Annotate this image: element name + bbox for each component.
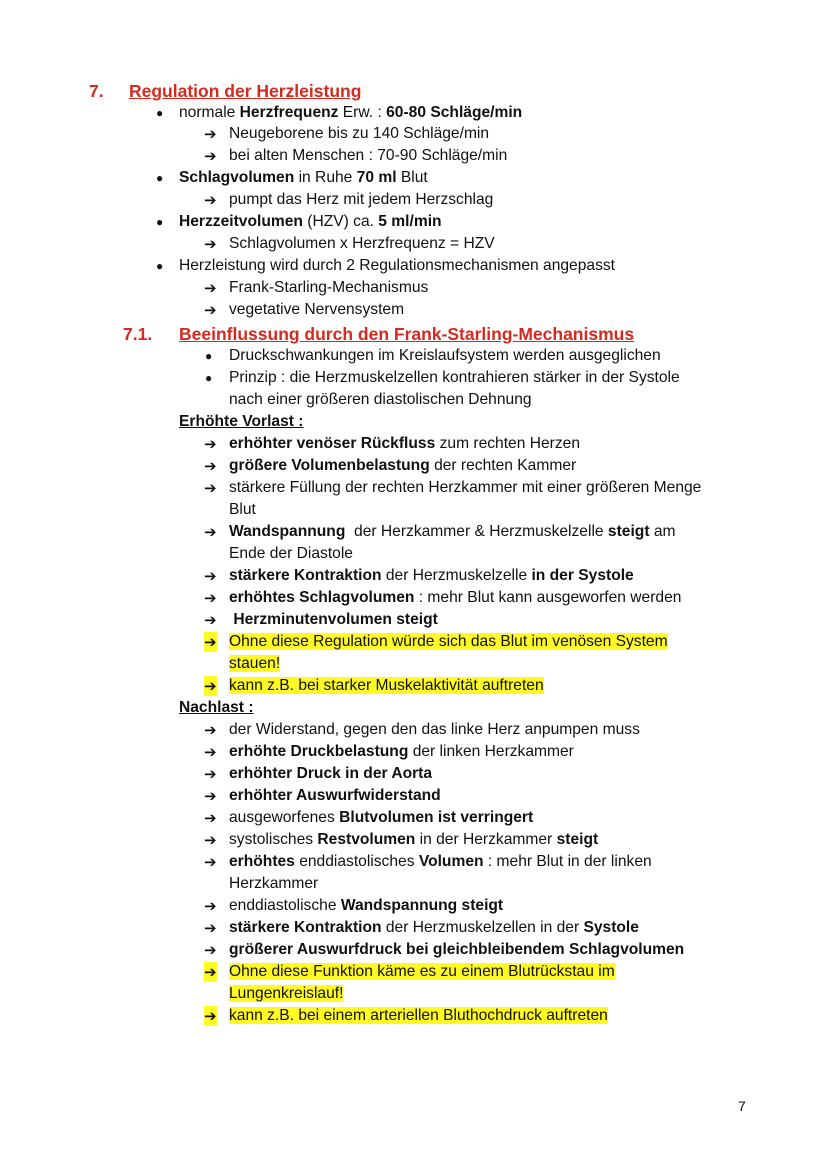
section-title: Regulation der Herzleistung — [129, 81, 362, 101]
arrow-icon: ➔ — [204, 147, 217, 165]
arrow-icon: ➔ — [204, 831, 217, 849]
arrow-icon: ➔ — [204, 919, 217, 937]
section-number: 7. — [89, 81, 104, 101]
arrow-icon: ➔ — [204, 787, 217, 805]
arrow-icon: ➔ — [204, 523, 217, 541]
arrow-icon: ➔ — [204, 611, 217, 629]
arrow-icon: ➔ — [204, 853, 217, 871]
list-item: erhöhter Druck in der Aorta — [229, 765, 433, 782]
list-item: bei alten Menschen : 70-90 Schläge/min — [229, 147, 508, 164]
list-item: Herzminutenvolumen steigt — [229, 611, 438, 628]
list-item: normale Herzfrequenz Erw. : 60-80 Schläge/min — [179, 104, 523, 121]
list-item: größere Volumenbelastung der rechten Kammer — [229, 457, 577, 474]
bullet-icon: ● — [205, 371, 213, 385]
list-item: Schlagvolumen x Herzfrequenz = HZV — [229, 235, 495, 252]
list-item: systolisches Restvolumen in der Herzkammer steigt — [229, 831, 599, 848]
arrow-icon: ➔ — [204, 279, 217, 297]
arrow-icon: ➔ — [204, 897, 217, 915]
bullet-icon: ● — [156, 259, 164, 273]
highlighted-item: kann z.B. bei einem arteriellen Bluthochdruck auftreten — [229, 1007, 608, 1024]
highlighted-item: Ohne diese Regulation würde sich das Blut im venösen System — [229, 633, 668, 650]
bullet-icon: ● — [205, 349, 213, 363]
list-item: stärkere Kontraktion der Herzmuskelzellen in der Systole — [229, 919, 639, 936]
arrow-icon: ➔ — [204, 301, 217, 319]
list-item: erhöhtes Schlagvolumen : mehr Blut kann ausgeworfen werden — [229, 589, 682, 606]
arrow-icon: ➔ — [204, 809, 217, 827]
arrow-icon: ➔ — [204, 677, 217, 695]
list-item: der Widerstand, gegen den das linke Herz anpumpen muss — [229, 721, 640, 738]
arrow-icon: ➔ — [204, 963, 217, 981]
highlighted-item: Ohne diese Funktion käme es zu einem Blutrückstau im — [229, 963, 615, 980]
list-item-continuation: nach einer größeren diastolischen Dehnung — [229, 391, 532, 408]
bullet-icon: ● — [156, 171, 164, 185]
list-item: Neugeborene bis zu 140 Schläge/min — [229, 125, 490, 142]
list-item: ausgeworfenes Blutvolumen ist verringert — [229, 809, 534, 826]
page-number: 7 — [738, 1098, 746, 1114]
arrow-icon: ➔ — [204, 633, 217, 651]
list-item: erhöhte Druckbelastung der linken Herzkammer — [229, 743, 574, 760]
list-item: Prinzip : die Herzmuskelzellen kontrahieren stärker in der Systole — [229, 369, 680, 386]
arrow-icon: ➔ — [204, 191, 217, 209]
list-item: stärkere Kontraktion der Herzmuskelzelle in der Systole — [229, 567, 634, 584]
list-item: erhöhter Auswurfwiderstand — [229, 787, 441, 804]
arrow-icon: ➔ — [204, 479, 217, 497]
list-item: größerer Auswurfdruck bei gleichbleibendem Schlagvolumen — [229, 941, 685, 958]
list-item: stärkere Füllung der rechten Herzkammer mit einer größeren Menge — [229, 479, 702, 496]
arrow-icon: ➔ — [204, 567, 217, 585]
list-item: vegetative Nervensystem — [229, 301, 405, 318]
list-item-continuation: Blut — [229, 501, 256, 518]
subsection-number: 7.1. — [123, 324, 153, 344]
arrow-icon: ➔ — [204, 435, 217, 453]
list-item: Schlagvolumen in Ruhe 70 ml Blut — [179, 169, 428, 186]
list-item: erhöhter venöser Rückfluss zum rechten Herzen — [229, 435, 581, 452]
arrow-icon: ➔ — [204, 125, 217, 143]
list-item: Herzleistung wird durch 2 Regulationsmechanismen angepasst — [179, 257, 615, 274]
highlighted-item-continuation: Lungenkreislauf! — [229, 985, 344, 1002]
arrow-icon: ➔ — [204, 765, 217, 783]
nachlast-heading: Nachlast : — [179, 699, 254, 716]
arrow-icon: ➔ — [204, 1007, 217, 1025]
arrow-icon: ➔ — [204, 743, 217, 761]
list-item: Herzzeitvolumen (HZV) ca. 5 ml/min — [179, 213, 442, 230]
list-item: Frank-Starling-Mechanismus — [229, 279, 429, 296]
subsection-title: Beeinflussung durch den Frank-Starling-Mechanismus — [179, 324, 635, 344]
arrow-icon: ➔ — [204, 457, 217, 475]
list-item-continuation: Herzkammer — [229, 875, 319, 892]
arrow-icon: ➔ — [204, 941, 217, 959]
list-item-continuation: Ende der Diastole — [229, 545, 353, 562]
vorlast-heading: Erhöhte Vorlast : — [179, 413, 304, 430]
arrow-icon: ➔ — [204, 721, 217, 739]
bullet-icon: ● — [156, 106, 164, 120]
list-item: enddiastolische Wandspannung steigt — [229, 897, 504, 914]
highlighted-item-continuation: stauen! — [229, 655, 281, 672]
list-item: erhöhtes enddiastolisches Volumen : mehr Blut in der linken — [229, 853, 652, 870]
arrow-icon: ➔ — [204, 589, 217, 607]
list-item: Wandspannung der Herzkammer & Herzmuskelzelle steigt am — [229, 523, 676, 540]
highlighted-item: kann z.B. bei starker Muskelaktivität auftreten — [229, 677, 544, 694]
arrow-icon: ➔ — [204, 235, 217, 253]
bullet-icon: ● — [156, 215, 164, 229]
list-item: Druckschwankungen im Kreislaufsystem werden ausgeglichen — [229, 347, 661, 364]
list-item: pumpt das Herz mit jedem Herzschlag — [229, 191, 494, 208]
